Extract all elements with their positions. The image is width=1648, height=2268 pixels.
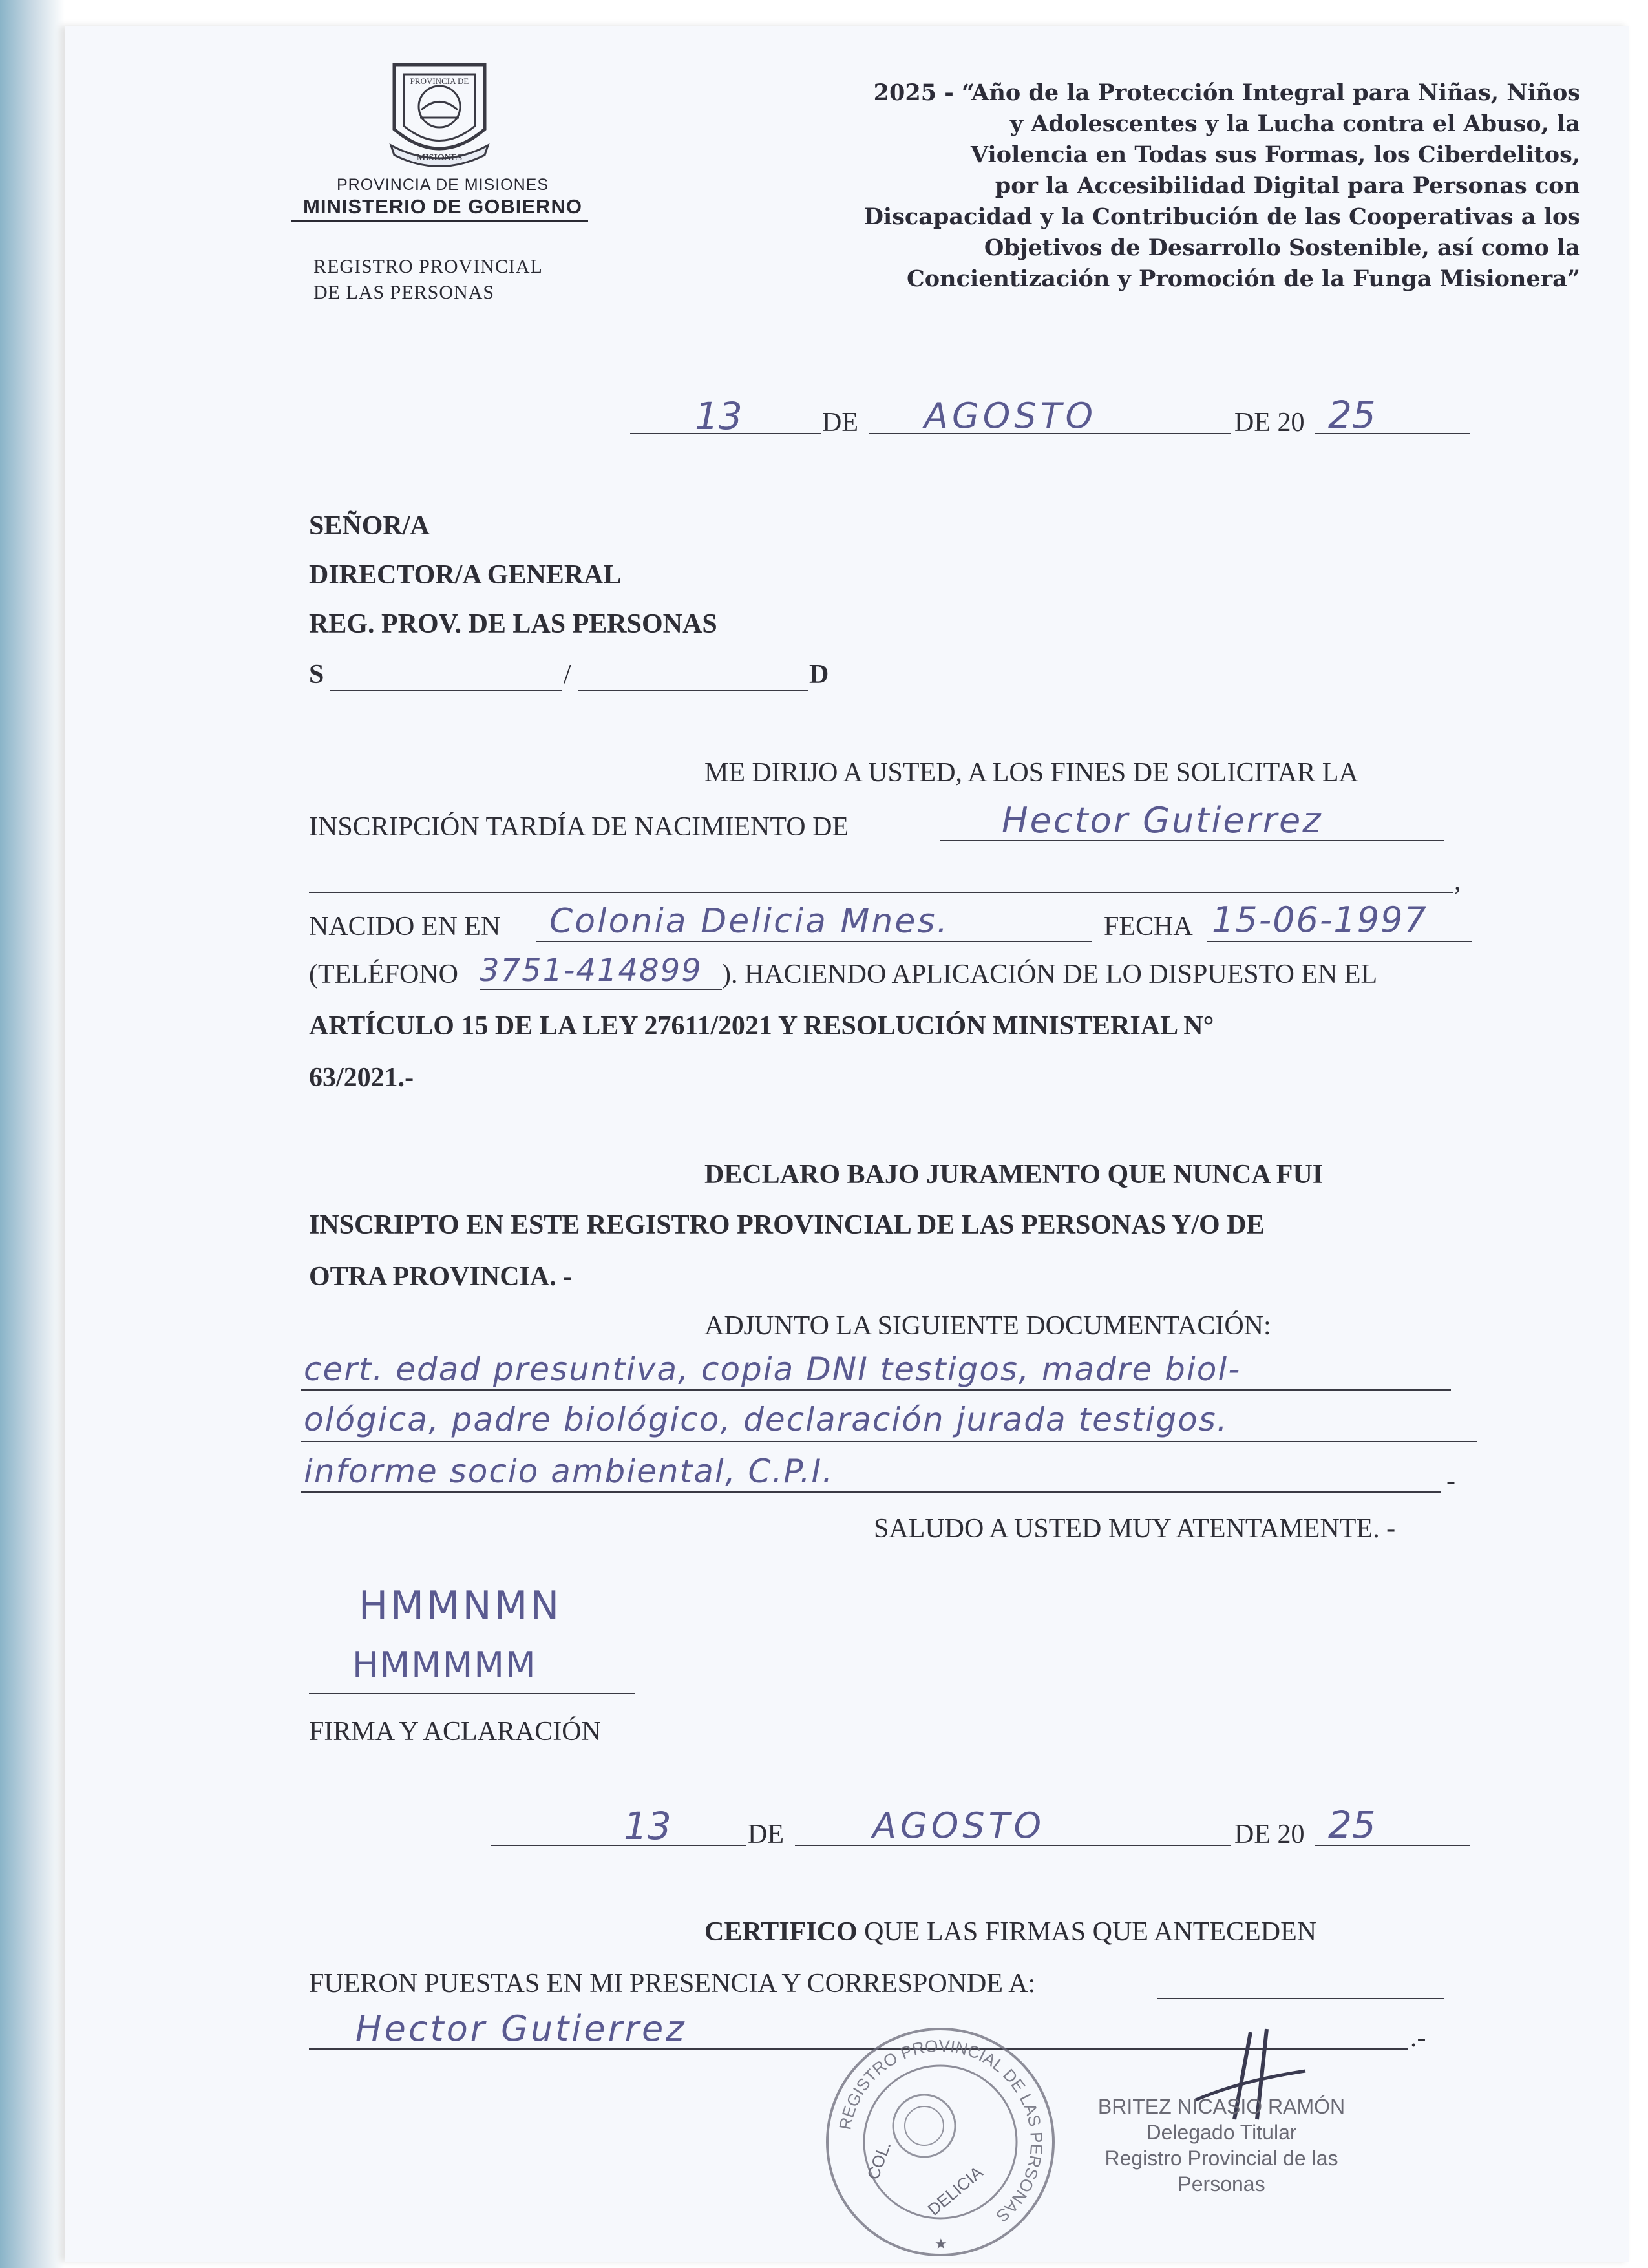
declaration-line1: DECLARO BAJO JURAMENTO QUE NUNCA FUI (704, 1160, 1324, 1190)
phone-line (480, 989, 722, 990)
addressee-d-line (578, 690, 808, 691)
attachments-line2: ológica, padre biológico, declaración jurada testigos. (304, 1401, 1229, 1438)
certification-line2-rule (1157, 1998, 1444, 1999)
official-org-line1: Registro Provincial de las (1104, 2147, 1338, 2170)
date2-day: 13 (624, 1804, 671, 1848)
crest-text-top: PROVINCIA DE (410, 76, 469, 86)
stamp-star-icon: ★ (935, 2236, 947, 2252)
phone-prefix: (TELÉFONO (309, 960, 458, 989)
addressee-s: S (309, 660, 324, 689)
motto-line: Violencia en Todas sus Formas, los Ciberdelitos, (970, 142, 1580, 168)
attachments-label: ADJUNTO LA SIGUIENTE DOCUMENTACIÓN: (704, 1311, 1271, 1341)
request-intro: ME DIRIJO A USTED, A LOS FINES DE SOLICITAR LA (704, 758, 1358, 788)
addressee-line3: REG. PROV. DE LAS PERSONAS (309, 609, 717, 639)
phone-suffix: ). HACIENDO APLICACIÓN DE LO DISPUESTO EN EL (722, 960, 1378, 989)
date1-month: AGOSTO (924, 395, 1097, 436)
motto-line: Discapacidad y la Contribución de las Cooperativas a los (863, 204, 1580, 230)
attachments-line3-rule (301, 1491, 1441, 1493)
name-continuation-line (309, 892, 1453, 893)
date1-year: 25 (1328, 393, 1376, 437)
birth-date-line (1207, 941, 1472, 942)
motto-line: 2025 - “Año de la Protección Integral para Niñas, Niños (873, 79, 1580, 106)
motto-line: y Adolescentes y la Lucha contra el Abuso, la (1009, 110, 1580, 137)
date2-day-line (491, 1845, 746, 1846)
applicant-clarification: HMMMMM (352, 1644, 537, 1685)
fecha-label: FECHA (1104, 912, 1193, 941)
closing-line: SALUDO A USTED MUY ATENTAMENTE. - (874, 1514, 1396, 1544)
attachments-line1: cert. edad presuntiva, copia DNI testigos, madre biol- (304, 1350, 1241, 1388)
attachments-line3: informe socio ambiental, C.P.I. (304, 1453, 834, 1490)
date2-de-20: DE 20 (1234, 1820, 1305, 1849)
crest-text-bottom: MISIONES (416, 153, 463, 163)
date1-de: DE (822, 408, 858, 437)
attachments-line2-rule (301, 1441, 1477, 1442)
born-place: Colonia Delicia Mnes. (549, 902, 949, 941)
addressee-s-line (330, 690, 562, 691)
official-block (1060, 2094, 1383, 2197)
attachments-line1-rule (301, 1389, 1451, 1391)
header-ministry: MINISTERIO DE GOBIERNO (303, 195, 582, 218)
born-place-line (536, 941, 1092, 942)
applicant-signature: HMMNMN (359, 1583, 562, 1628)
certified-name: Hector Gutierrez (355, 2008, 687, 2049)
born-prefix: NACIDO EN EN (309, 912, 501, 941)
official-title: Delegado Titular (1146, 2121, 1297, 2144)
date1-de-20: DE 20 (1234, 408, 1305, 437)
certification-line1 (704, 1916, 1316, 1948)
declaration-line2: INSCRIPTO EN ESTE REGISTRO PROVINCIAL DE LAS PERSONAS Y/O DE (309, 1210, 1265, 1240)
signature-line (309, 1693, 635, 1694)
stamp-ring-text: REGISTRO PROVINCIAL DE LAS PERSONAS (835, 2035, 1047, 2227)
motto-line: Objetivos de Desarrollo Sostenible, así como la (984, 235, 1580, 261)
article-line: ARTÍCULO 15 DE LA LEY 27611/2021 Y RESOLUCIÓN MINISTERIAL N° (309, 1011, 1214, 1041)
scan-edge (0, 0, 65, 2268)
registry-stamp-icon (821, 2022, 1060, 2262)
certification-rest: QUE LAS FIRMAS QUE ANTECEDEN (857, 1917, 1317, 1947)
year-motto (776, 78, 1580, 295)
header-province: PROVINCIA DE MISIONES (336, 176, 549, 194)
date2-de: DE (748, 1820, 784, 1849)
certification-end: .- (1410, 2023, 1426, 2053)
applicant-name: Hector Gutierrez (1002, 800, 1323, 841)
stamp-left-text: COL. (863, 2138, 895, 2183)
attachments-end: - (1446, 1466, 1455, 1496)
motto-line: Concientización y Promoción de la Funga Misionera” (906, 266, 1580, 292)
birth-date: 15-06-1997 (1212, 899, 1428, 940)
official-org-line2: Personas (1178, 2172, 1265, 2196)
motto-line: por la Accesibilidad Digital para Personas con (995, 173, 1580, 199)
declaration-line3: OTRA PROVINCIA. - (309, 1262, 573, 1292)
name-comma: , (1454, 866, 1461, 896)
addressee-line2: DIRECTOR/A GENERAL (309, 560, 622, 590)
certification-line2: FUERON PUESTAS EN MI PRESENCIA Y CORRESPONDE A: (309, 1969, 1036, 1999)
province-crest-icon (381, 58, 498, 168)
addressee-d: D (809, 660, 829, 689)
date2-month: AGOSTO (872, 1805, 1046, 1846)
addressee-line1: SEÑOR/A (309, 511, 430, 541)
addressee-slash: / (564, 660, 571, 689)
date2-year: 25 (1328, 1803, 1376, 1847)
header-ministry-underline (291, 220, 588, 222)
date1-day: 13 (695, 394, 743, 438)
certification-bold: CERTIFICO (704, 1917, 858, 1947)
resolution-line: 63/2021.- (309, 1063, 414, 1093)
phone-number: 3751-414899 (480, 952, 703, 989)
header-registry-line2: DE LAS PERSONAS (313, 282, 495, 303)
stamp-right-text: DELICIA (924, 2162, 987, 2220)
official-name: BRITEZ NICASIO RAMÓN (1097, 2095, 1346, 2118)
request-line2: INSCRIPCIÓN TARDÍA DE NACIMIENTO DE (309, 812, 849, 842)
signature-label: FIRMA Y ACLARACIÓN (309, 1717, 601, 1747)
header-registry-line1: REGISTRO PROVINCIAL (313, 256, 543, 277)
